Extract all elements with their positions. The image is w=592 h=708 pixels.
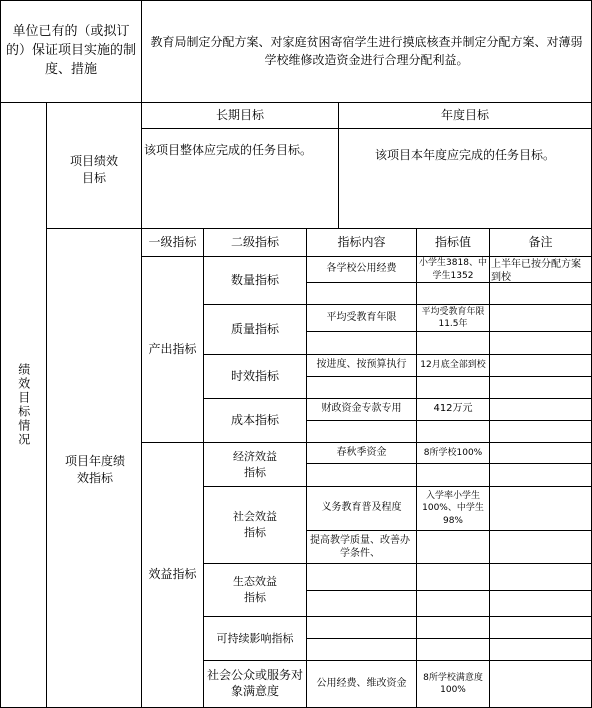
rule: [306, 590, 592, 591]
performance-section-label: 绩效目标情况: [16, 363, 31, 447]
social-benefit-value-1: 入学率小学生100%、中学生98%: [422, 491, 484, 526]
annual-goal-text: 该项目本年度应完成的任务目标。: [374, 148, 555, 163]
cost-indicator-label: 成本指标: [230, 412, 279, 427]
economic-benefit-value: 8所学校100%: [423, 447, 483, 458]
rule: [489, 228, 490, 708]
rule: [0, 0, 592, 1]
col-header-level2: 二级指标: [230, 234, 279, 249]
output-indicator-label: 产出指标: [148, 341, 197, 356]
quantity-value: 小学生3818、中学生1352: [419, 258, 487, 281]
rule: [306, 228, 307, 708]
cost-content: 财政资金专款专用: [321, 403, 402, 415]
economic-benefit-content: 春秋季资金: [336, 446, 387, 458]
timeliness-indicator-label: 时效指标: [230, 368, 279, 383]
col-header-content: 指标内容: [337, 234, 386, 249]
timeliness-content: 按进度、按预算执行: [316, 359, 407, 371]
annual-goal-header: 年度目标: [440, 107, 489, 122]
rule: [306, 331, 592, 332]
sustainable-impact-label: 可持续影响指标: [216, 631, 294, 645]
col-header-level1: 一级指标: [148, 234, 197, 249]
benefit-indicator-label: 效益指标: [148, 567, 197, 582]
system-measures-label: 单位已有的（或拟订的）保证项目实施的制度、措施: [6, 24, 137, 77]
satisfaction-label: 社会公众或服务对象满意度: [206, 668, 303, 698]
rule: [141, 128, 592, 129]
col-header-value: 指标值: [434, 234, 471, 249]
quality-content: 平均受教育年限: [326, 311, 397, 323]
rule: [306, 638, 592, 639]
economic-benefit-label: 经济效益指标: [233, 449, 277, 479]
quality-indicator-label: 质量指标: [230, 321, 279, 336]
longterm-goal-text: 该项目整体应完成的任务目标。: [144, 143, 313, 157]
annual-indicators-label: 项目年度绩效指标: [64, 453, 125, 485]
rule: [416, 228, 417, 708]
rule: [306, 463, 592, 464]
rule: [46, 102, 47, 708]
satisfaction-value: 8所学校满意度100%: [423, 672, 483, 695]
project-goals-label: 项目绩效目标: [69, 153, 118, 185]
rule: [306, 420, 592, 421]
quantity-remark: 上半年已按分配方案到校: [491, 259, 581, 283]
timeliness-value: 12月底全部到校: [420, 360, 486, 371]
rule: [0, 0, 1, 708]
social-benefit-content-1: 义务教育普及程度: [321, 502, 402, 514]
social-benefit-content-2: 提高教学质量、改善办学条件、: [310, 535, 410, 559]
social-benefit-label: 社会效益指标: [233, 510, 277, 539]
cost-value: 412万元: [433, 403, 473, 415]
quantity-indicator-label: 数量指标: [230, 272, 279, 287]
ecological-benefit-label: 生态效益指标: [233, 575, 277, 604]
satisfaction-content: 公用经费、维改资金: [316, 677, 407, 689]
quality-value: 平均受教育年限11.5年: [421, 306, 485, 329]
col-header-remark: 备注: [528, 234, 553, 249]
longterm-goal-header: 长期目标: [215, 107, 264, 122]
rule: [306, 376, 592, 377]
quantity-content: 各学校公用经费: [326, 263, 397, 275]
system-measures-content: 教育局制定分配方案、对家庭贫困寄宿学生进行摸底核查并制定分配方案、对薄弱学校维修改造资金进行合理分配利益。: [150, 35, 583, 67]
